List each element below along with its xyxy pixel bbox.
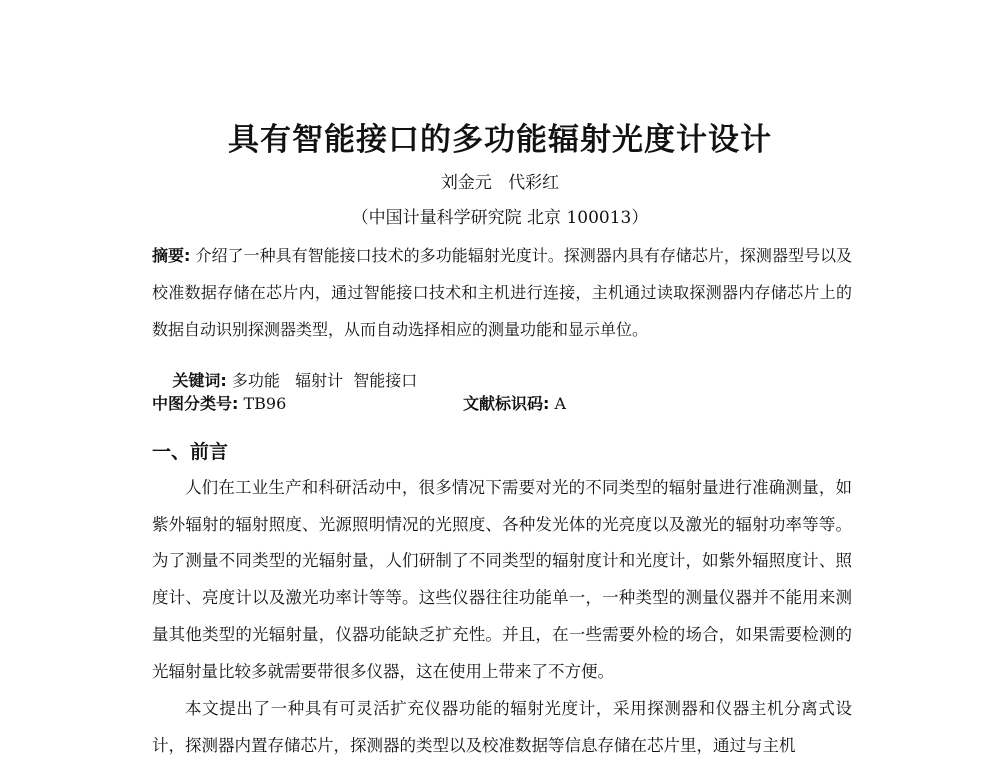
body-paragraph: 人们在工业生产和科研活动中，很多情况下需要对光的不同类型的辐射量进行准确测量，如紫外辐射的辐射照度、光源照明情况的光照度、各种发光体的光亮度以及激光的辐射功率等等。为了测量不同类型的光辐射量，人们研制了不同类型的辐射度计和光度计，如紫外辐照度计、照度计、亮度计以及激光功率计等等。这些仪器往往功能单一，一种类型的测量仪器并不能用来测量其他类型的光辐射量，仪器功能缺乏扩充性。并且，在一些需要外检的场合，如果需要检测的光辐射量比较多就需要带很多仪器，这在使用上带来了不方便。 bbox=[152, 478, 852, 681]
paper-affiliation: （中国计量科学研究院 北京 100013） bbox=[351, 208, 649, 228]
paper-authors: 刘金元 代彩红 bbox=[440, 173, 560, 193]
abstract bbox=[152, 237, 852, 348]
body-paragraph: 本文提出了一种具有可灵活扩充仪器功能的辐射光度计，采用探测器和仪器主机分离式设计，探测器内置存储芯片，探测器的类型以及校准数据等信息存储在芯片里，通过与主机 bbox=[152, 699, 852, 755]
clc-label: 中图分类号: bbox=[152, 394, 239, 413]
clc-value: TB96 bbox=[238, 394, 287, 413]
section-heading: 一、前言 bbox=[152, 441, 229, 463]
document-code-label: 文献标识码: bbox=[463, 394, 550, 413]
document-code bbox=[463, 391, 566, 414]
keywords-text: 多功能 辐射计 智能接口 bbox=[226, 371, 418, 390]
abstract-label: 摘要: bbox=[152, 246, 191, 265]
document-code-value: A bbox=[549, 394, 567, 413]
clc-number bbox=[152, 391, 286, 414]
keywords-label: 关键词: bbox=[172, 371, 227, 390]
abstract-text: 介绍了一种具有智能接口技术的多功能辐射光度计。探测器内具有存储芯片，探测器型号以及校准数据存储在芯片内，通过智能接口技术和主机进行连接，主机通过读取探测器内存储芯片上的数据自动识别探测器类型，从而自动选择相应的测量功能和显示单位。 bbox=[152, 246, 852, 339]
paper-title: 具有智能接口的多功能辐射光度计设计 bbox=[228, 122, 772, 158]
